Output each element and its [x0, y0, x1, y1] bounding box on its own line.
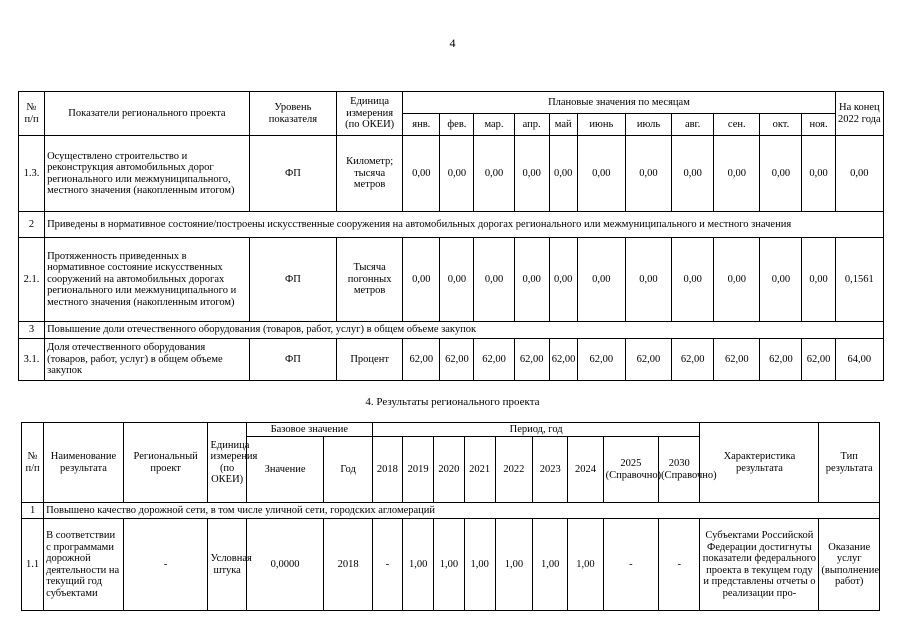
cell-value: 0,00: [760, 136, 802, 212]
cell-year-value: 1,00: [533, 519, 568, 611]
cell-value: 0,00: [802, 238, 835, 322]
section-title: Повышение доли отечественного оборудования (товаров, работ, услуг) в общем объеме закупок: [45, 322, 884, 339]
results-section-title: 4. Результаты регионального проекта: [365, 396, 540, 408]
cell-value: 62,00: [625, 339, 671, 381]
cell-value: 0,00: [672, 238, 714, 322]
row-level: ФП: [249, 339, 336, 381]
row-unit: Тысяча погонных метров: [337, 238, 403, 322]
page-number: 4: [449, 36, 456, 50]
header-month: окт.: [760, 114, 802, 136]
header-month: сен.: [714, 114, 760, 136]
header-base: Базовое значение: [246, 423, 372, 437]
cell-year-value: 1,00: [403, 519, 434, 611]
row-level: ФП: [249, 238, 336, 322]
cell-value: 0,00: [474, 136, 514, 212]
header-base-value: Значение: [246, 437, 324, 503]
row-num: 3.1.: [19, 339, 45, 381]
table-row: [19, 238, 884, 322]
cell-value: 62,00: [514, 339, 549, 381]
row-num: 1.1: [22, 519, 44, 611]
cell-year-value: 1,00: [495, 519, 532, 611]
header-month: янв.: [403, 114, 440, 136]
cell-year-value: 1,00: [434, 519, 464, 611]
cell-value: 62,00: [577, 339, 625, 381]
header-end-year: На конец 2022 года: [835, 92, 883, 136]
cell-value: 62,00: [440, 339, 474, 381]
header-characteristic: Характеристика результата: [700, 423, 819, 503]
header-project: Региональный проект: [123, 423, 208, 503]
cell-value: 0,00: [714, 136, 760, 212]
cell-value: 0,00: [514, 136, 549, 212]
section-row: [19, 322, 884, 339]
row-unit: Условная штука: [208, 519, 246, 611]
header-month: фев.: [440, 114, 474, 136]
header-month: апр.: [514, 114, 549, 136]
header-year: 2030 (Справочно): [659, 437, 700, 503]
cell-value: 0,00: [549, 238, 577, 322]
header-period: Период, год: [372, 423, 700, 437]
cell-value: 62,00: [474, 339, 514, 381]
cell-value: 0,00: [403, 238, 440, 322]
cell-value: 62,00: [714, 339, 760, 381]
cell-value: 0,00: [802, 136, 835, 212]
cell-value: 0,00: [549, 136, 577, 212]
header-year: 2020: [434, 437, 464, 503]
cell-value: 0,00: [625, 238, 671, 322]
header-unit: Единица измерения (по ОКЕИ): [337, 92, 403, 136]
table-row: [19, 136, 884, 212]
header-year: 2025 (Справочно): [603, 437, 658, 503]
cell-year-value: 1,00: [464, 519, 495, 611]
header-base-year: Год: [324, 437, 372, 503]
row-name: Осуществлено строительство и реконструкция автомобильных дорог регионального или межмуниципального, местного значения (накопленным итогом): [45, 136, 250, 212]
cell-value: 62,00: [672, 339, 714, 381]
cell-value: 0,00: [514, 238, 549, 322]
section-row: [22, 503, 880, 519]
section-num: 1: [22, 503, 44, 519]
section-title: Повышено качество дорожной сети, в том числе уличной сети, городских агломераций: [44, 503, 880, 519]
header-year: 2018: [372, 437, 402, 503]
header-type: Тип результата: [819, 423, 880, 503]
section-title: Приведены в нормативное состояние/построены искусственные сооружения на автомобильных дорогах регионального или межмуниципального и местного значения: [45, 212, 884, 238]
header-month: июнь: [577, 114, 625, 136]
cell-end: 0,00: [835, 136, 883, 212]
cell-value: 0,00: [577, 238, 625, 322]
results-table: [21, 422, 880, 611]
row-name: В соответствии с программами дорожной деятельности на текущий год субъектами: [44, 519, 124, 611]
indicators-table: [18, 91, 884, 381]
header-year: 2021: [464, 437, 495, 503]
table-row: [19, 339, 884, 381]
row-unit: Процент: [337, 339, 403, 381]
cell-year-value: -: [603, 519, 658, 611]
cell-value: 0,00: [625, 136, 671, 212]
header-month: ноя.: [802, 114, 835, 136]
header-num: № п/п: [19, 92, 45, 136]
section-row: [19, 212, 884, 238]
header-year: 2019: [403, 437, 434, 503]
cell-value: 0,00: [672, 136, 714, 212]
cell-value: 62,00: [760, 339, 802, 381]
cell-end: 0,1561: [835, 238, 883, 322]
cell-value: 0,00: [474, 238, 514, 322]
cell-year-value: 1,00: [568, 519, 603, 611]
row-unit: Километр; тысяча метров: [337, 136, 403, 212]
header-indicator: Показатели регионального проекта: [45, 92, 250, 136]
header-monthly: Плановые значения по месяцам: [403, 92, 835, 114]
header-month: июль: [625, 114, 671, 136]
row-project: -: [123, 519, 208, 611]
row-base-value: 0,0000: [246, 519, 324, 611]
header-num: № п/п: [22, 423, 44, 503]
cell-value: 0,00: [403, 136, 440, 212]
row-num: 2.1.: [19, 238, 45, 322]
section-num: 2: [19, 212, 45, 238]
row-base-year: 2018: [324, 519, 372, 611]
table-row: [22, 519, 880, 611]
row-num: 1.3.: [19, 136, 45, 212]
cell-value: 0,00: [714, 238, 760, 322]
cell-year-value: -: [659, 519, 700, 611]
row-type: Оказание услуг (выполнение работ): [819, 519, 880, 611]
header-month: май: [549, 114, 577, 136]
header-month: авг.: [672, 114, 714, 136]
cell-value: 0,00: [577, 136, 625, 212]
cell-end: 64,00: [835, 339, 883, 381]
cell-year-value: -: [372, 519, 402, 611]
header-level: Уровень показателя: [249, 92, 336, 136]
row-name: Протяженность приведенных в нормативное состояние искусственных сооружений на автомобильных дорогах регионального или межмуниципального и местного значения (накопленным итогом): [45, 238, 250, 322]
row-level: ФП: [249, 136, 336, 212]
section-num: 3: [19, 322, 45, 339]
header-year: 2022: [495, 437, 532, 503]
row-characteristic: Субъектами Российской Федерации достигнуты показатели федерального проекта в текущем году и представлены отчеты о реализации про-: [700, 519, 819, 611]
header-unit: Единица измерения (по ОКЕИ): [208, 423, 246, 503]
cell-value: 0,00: [760, 238, 802, 322]
cell-value: 0,00: [440, 238, 474, 322]
header-year: 2023: [533, 437, 568, 503]
header-name: Наименование результата: [44, 423, 124, 503]
header-month: мар.: [474, 114, 514, 136]
cell-value: 0,00: [440, 136, 474, 212]
cell-value: 62,00: [802, 339, 835, 381]
header-year: 2024: [568, 437, 603, 503]
row-name: Доля отечественного оборудования (товаров, работ, услуг) в общем объеме закупок: [45, 339, 250, 381]
cell-value: 62,00: [403, 339, 440, 381]
cell-value: 62,00: [549, 339, 577, 381]
